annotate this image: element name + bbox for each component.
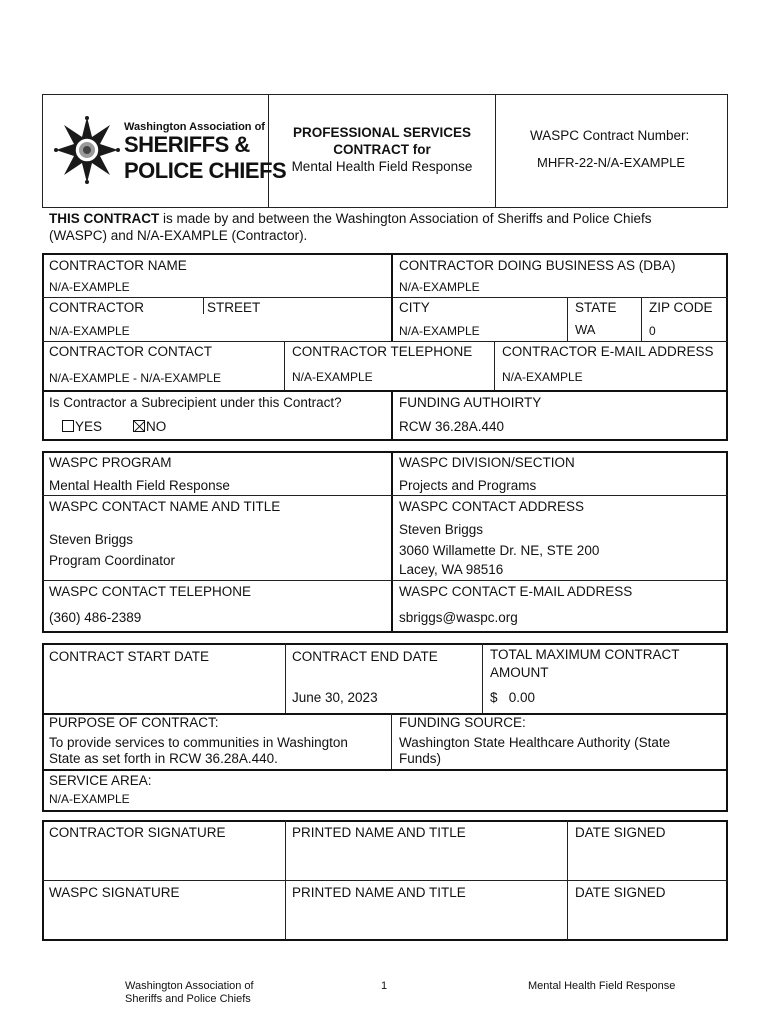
contract-end-label: CONTRACT END DATE [292, 649, 438, 664]
logo-line-3: POLICE CHIEFS [124, 158, 287, 183]
waspc-signature-label: WASPC SIGNATURE [49, 885, 180, 900]
contractor-telephone-value[interactable]: N/A-EXAMPLE [292, 370, 373, 384]
contractor-signature-label: CONTRACTOR SIGNATURE [49, 825, 226, 840]
printed-name-label-1: PRINTED NAME AND TITLE [292, 825, 466, 840]
footer-left-line-1: Washington Association of [125, 980, 254, 992]
contract-number-label: WASPC Contract Number: [530, 128, 690, 143]
service-area-value[interactable]: N/A-EXAMPLE [49, 792, 130, 806]
funding-authority-value[interactable]: RCW 36.28A.440 [399, 419, 505, 434]
page-number: 1 [381, 980, 388, 992]
contractor-email-label: CONTRACTOR E-MAIL ADDRESS [502, 344, 714, 359]
funding-source-label: FUNDING SOURCE: [399, 715, 526, 730]
waspc-signature-field[interactable] [44, 903, 284, 938]
contract-start-label: CONTRACT START DATE [49, 649, 210, 664]
printed-name-label-2: PRINTED NAME AND TITLE [292, 885, 466, 900]
waspc-address-line-3[interactable]: Lacey, WA 98516 [399, 562, 504, 577]
waspc-program-value[interactable]: Mental Health Field Response [49, 478, 230, 493]
state-value[interactable]: WA [575, 322, 596, 337]
footer-left-line-2: Sheriffs and Police Chiefs [125, 993, 251, 1005]
contractor-address-label: CONTRACTOR [49, 300, 145, 315]
waspc-telephone-value[interactable]: (360) 486-2389 [49, 610, 142, 625]
date-signed-label-1: DATE SIGNED [575, 825, 666, 840]
yes-label: YES [75, 419, 103, 434]
contractor-signature-field[interactable] [44, 844, 284, 879]
no-checkbox[interactable] [133, 420, 145, 432]
street-label: STREET [207, 300, 261, 315]
no-label: NO [146, 419, 167, 434]
funding-source-line-1[interactable]: Washington State Healthcare Authority (State [399, 735, 671, 750]
contractor-contact-label: CONTRACTOR CONTACT [49, 344, 212, 359]
waspc-date-field[interactable] [569, 903, 725, 938]
purpose-line-2[interactable]: State as set forth in RCW 36.28A.440. [49, 751, 278, 766]
waspc-program-label: WASPC PROGRAM [49, 455, 172, 470]
contractor-telephone-label: CONTRACTOR TELEPHONE [292, 344, 473, 359]
waspc-contact-address-label: WASPC CONTACT ADDRESS [399, 499, 585, 514]
waspc-division-value[interactable]: Projects and Programs [399, 478, 537, 493]
zip-value[interactable]: 0 [649, 324, 656, 338]
state-label: STATE [575, 300, 617, 315]
contractor-contact-value[interactable]: N/A-EXAMPLE - N/A-EXAMPLE [49, 371, 222, 385]
intro-line-1-rest: is made by and between the Washington Association of Sheriffs and Police Chiefs [159, 211, 652, 226]
waspc-email-value[interactable]: sbriggs@waspc.org [399, 610, 518, 625]
waspc-telephone-label: WASPC CONTACT TELEPHONE [49, 584, 252, 599]
document-title-line-2: CONTRACT for [333, 142, 431, 157]
contractor-dba-label: CONTRACTOR DOING BUSINESS AS (DBA) [399, 258, 676, 273]
contractor-name-label: CONTRACTOR NAME [49, 258, 187, 273]
date-signed-label-2: DATE SIGNED [575, 885, 666, 900]
max-amount-value[interactable]: $ 0.00 [490, 690, 536, 705]
max-amount-label-line-2: AMOUNT [490, 665, 549, 680]
contractor-printed-name-field[interactable] [287, 844, 566, 879]
zip-label: ZIP CODE [649, 300, 713, 315]
purpose-line-1[interactable]: To provide services to communities in Washington [49, 735, 348, 750]
waspc-contact-title[interactable]: Program Coordinator [49, 553, 176, 568]
contractor-email-value[interactable]: N/A-EXAMPLE [502, 370, 583, 384]
funding-authority-label: FUNDING AUTHOIRTY [399, 395, 542, 410]
logo-line-2: SHERIFFS & [124, 132, 250, 157]
sheriff-star-icon [54, 115, 120, 185]
waspc-contact-name-label: WASPC CONTACT NAME AND TITLE [49, 499, 281, 514]
waspc-printed-name-field[interactable] [287, 903, 566, 938]
document-title-line-3: Mental Health Field Response [291, 159, 473, 174]
footer-right: Mental Health Field Response [528, 980, 676, 992]
waspc-address-line-1[interactable]: Steven Briggs [399, 522, 484, 537]
waspc-contact-name[interactable]: Steven Briggs [49, 532, 134, 547]
city-label: CITY [399, 300, 430, 315]
max-amount-label-line-1: TOTAL MAXIMUM CONTRACT [490, 647, 680, 662]
intro-line-2: (WASPC) and N/A-EXAMPLE (Contractor). [49, 228, 308, 243]
contractor-date-field[interactable] [569, 844, 725, 879]
funding-source-line-2[interactable]: Funds) [399, 751, 442, 766]
waspc-email-label: WASPC CONTACT E-MAIL ADDRESS [399, 584, 633, 599]
waspc-division-label: WASPC DIVISION/SECTION [399, 455, 575, 470]
purpose-label: PURPOSE OF CONTRACT: [49, 715, 219, 730]
city-value[interactable]: N/A-EXAMPLE [399, 324, 480, 338]
waspc-address-line-2[interactable]: 3060 Willamette Dr. NE, STE 200 [399, 543, 600, 558]
street-value[interactable]: N/A-EXAMPLE [49, 324, 130, 338]
yes-checkbox[interactable] [62, 420, 74, 432]
contract-end-value[interactable]: June 30, 2023 [292, 690, 378, 705]
intro-bold: THIS CONTRACT [49, 211, 160, 226]
intro-line-1 [49, 211, 652, 227]
contractor-name-value[interactable]: N/A-EXAMPLE [49, 280, 130, 294]
contractor-dba-value[interactable]: N/A-EXAMPLE [399, 280, 480, 294]
contract-number-value[interactable]: MHFR-22-N/A-EXAMPLE [537, 155, 686, 170]
document-title-line-1: PROFESSIONAL SERVICES [292, 125, 472, 140]
service-area-label: SERVICE AREA: [49, 773, 152, 788]
logo-line-1: Washington Association of [124, 121, 265, 133]
subrecipient-question: Is Contractor a Subrecipient under this Contract? [49, 395, 342, 410]
